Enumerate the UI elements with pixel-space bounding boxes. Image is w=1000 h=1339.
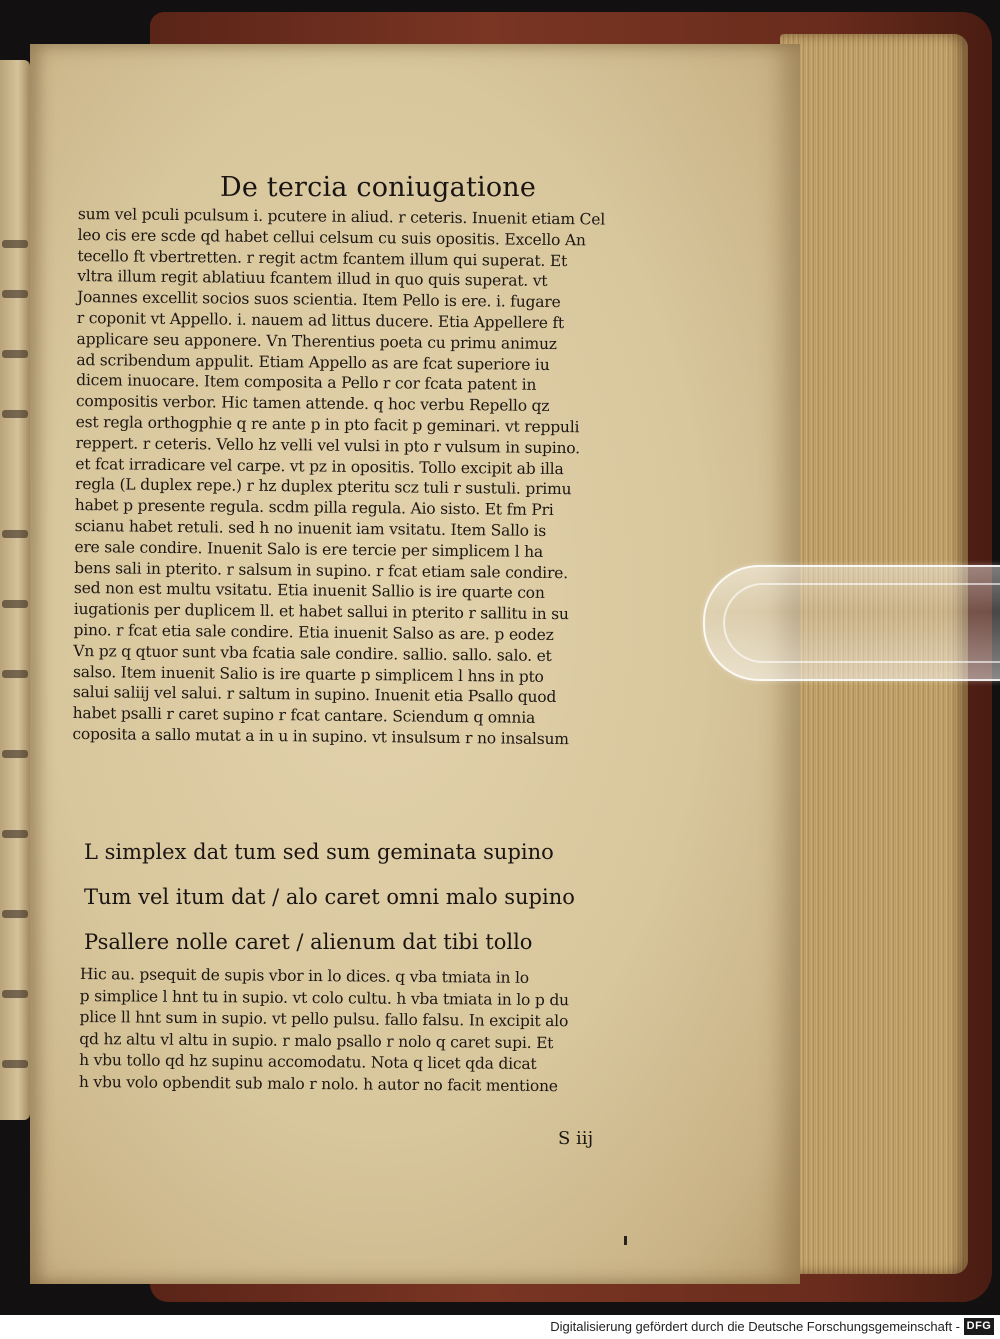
text-line: reppert. r ceteris. Vello hz velli vel vulsi in pto r vulsum in supino. (75, 433, 581, 458)
facing-page-edge (0, 60, 30, 1120)
facing-text-fragment (2, 750, 28, 758)
ink-mark (624, 1236, 627, 1245)
text-line: salui saliij vel salui. r saltum in supino. Inuenit etia Psallo quod (72, 683, 557, 707)
text-line: bens sali in pterito. r salsum in supino. r fcat etiam sale condire. (74, 558, 569, 582)
text-line: et fcat irradicare vel carpe. vt pz in opositis. Tollo excipit ab illa (75, 454, 564, 478)
text-line: coposita a sallo mutat a in u in supino. vt insulsum r no insalsum (72, 724, 569, 749)
text-line: iugationis per duplicem ll. et habet sallui in pterito r sallitu in su (73, 600, 569, 624)
text-line: habet p presente regula. scdm pilla regula. Aio sisto. Et fm Pri (74, 496, 554, 520)
clip-inner-edge (723, 583, 1000, 663)
dfg-logo: DFG (964, 1318, 994, 1335)
text-line: h vbu tollo qd hz supinu accomodatu. Nota q licet qda dicat (79, 1050, 537, 1073)
text-line: salso. Item inuenit Salio is ire quarte p simplicem l hns in pto (73, 662, 544, 686)
prose-body (72, 204, 648, 751)
text-line: r coponit vt Appello. i. nauem ad littus ducere. Etia Appellere ft (76, 308, 565, 333)
text-line: applicare seu apponere. Vn Therentius poeta cu primu animuz (76, 329, 557, 353)
text-line: dicem inuocare. Item composita a Pello r cor fcata patent in (76, 371, 537, 395)
running-headline: De tercia coniugatione (220, 172, 537, 203)
text-line: Vn pz q qtuor sunt vba fcatia sale condire. sallio. sallo. salo. et (73, 641, 552, 665)
book-page (30, 44, 800, 1284)
text-line: p simplice l hnt tu in supio. vt colo cultu. h vba tmiata in lo p du (79, 986, 569, 1009)
facing-text-fragment (2, 990, 28, 998)
facing-text-fragment (2, 530, 28, 538)
text-line: habet psalli r caret supino r fcat cantare. Sciendum q omnia (72, 704, 536, 727)
text-line: ad scribendum appulit. Etiam Appello as are fcat superiore iu (76, 350, 550, 374)
text-line: Hic au. psequit de supis vbor in lo dices. q vba tmiata in lo (79, 964, 530, 987)
text-line: ere sale condire. Inuenit Salo is ere tercie per simplicem l ha (74, 537, 544, 561)
facing-text-fragment (2, 600, 28, 608)
text-line: sum vel pculi pculsum i. pcutere in aliud. r ceteris. Inuenit etiam Cel (77, 204, 606, 229)
facing-text-fragment (2, 910, 28, 918)
text-line: scianu habet retuli. sed h no inuenit iam vsitatu. Item Sallo is (74, 516, 547, 540)
facing-text-fragment (2, 350, 28, 358)
text-line: vltra illum regit ablatiuu fcantem illud in quo quis superat. vt (77, 267, 548, 291)
plastic-page-clip (703, 565, 1000, 681)
text-line: h vbu volo opbendit sub malo r nolo. h autor no facit mentione (78, 1072, 558, 1095)
facing-text-fragment (2, 1060, 28, 1068)
text-line: pino. r fcat etia sale condire. Etia inuenit Salso as are. p eodez (73, 620, 554, 644)
funding-credit: Digitalisierung gefördert durch die Deutsche Forschungsgemeinschaft - (550, 1319, 960, 1334)
text-line: regla (L duplex repe.) r hz duplex pteritu scz tuli r sustuli. primu (74, 475, 572, 499)
facing-text-fragment (2, 830, 28, 838)
text-line: plice ll hnt sum in supio. vt pello pulsu. fallo falsu. In excipit alo (79, 1007, 569, 1031)
footer-bar (0, 1315, 1000, 1339)
facing-text-fragment (2, 670, 28, 678)
facing-text-fragment (2, 290, 28, 298)
commentary-body (79, 964, 640, 1098)
signature-mark: S iij (558, 1128, 594, 1149)
text-line: compositis verbor. Hic tamen attende. q hoc verbu Repello qz (75, 392, 550, 416)
facing-text-fragment (2, 240, 28, 248)
text-line: leo cis ere scde qd habet cellui celsum cu suis opositis. Excello An (77, 225, 586, 250)
text-line: sed non est multu vsitatu. Etia inuenit Sallio is ire quarte con (73, 579, 545, 603)
text-line: Joannes excellit socios suos scientia. Item Pello is ere. i. fugare (76, 288, 561, 312)
verse-line: Psallere nolle caret / alienum dat tibi tollo (84, 930, 533, 954)
text-line: est regla orthogphie q re ante p in pto facit p geminari. vt reppuli (75, 412, 580, 437)
verse-block (84, 830, 575, 965)
text-line: qd hz altu vl altu in supio. r malo psallo r nolo q caret supi. Et (79, 1029, 554, 1052)
text-line: tecello ft vbertretten. r regit actm fcantem illum qui superat. Et (77, 246, 568, 270)
facing-text-fragment (2, 410, 28, 418)
verse-line: L simplex dat tum sed sum geminata supino (84, 840, 554, 864)
verse-line: Tum vel itum dat / alo caret omni malo supino (84, 885, 575, 909)
